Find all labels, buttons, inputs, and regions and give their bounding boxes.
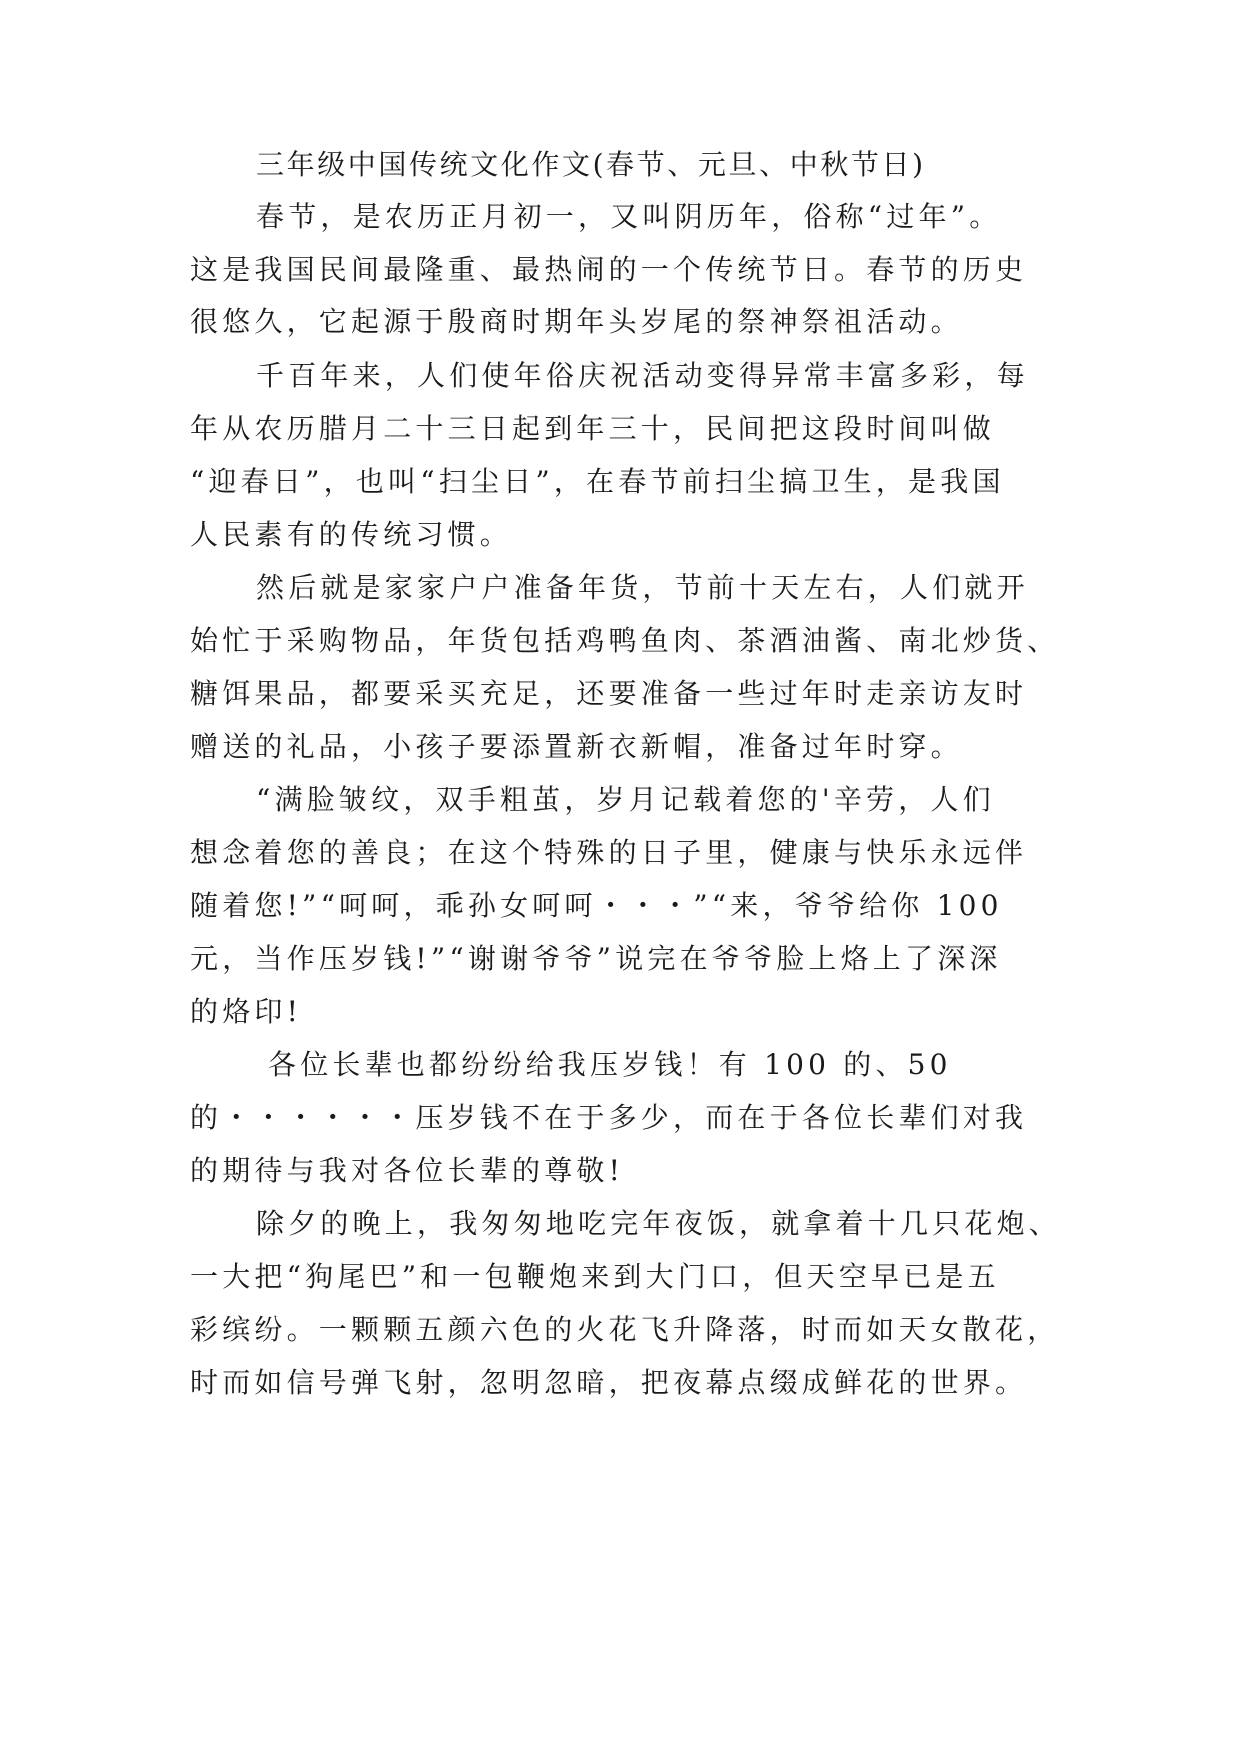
- paragraph-2-line-3: “迎春日”，也叫“扫尘日”，在春节前扫尘搞卫生，是我国: [190, 465, 1005, 498]
- paragraph-4-line-5: 的烙印!: [190, 995, 303, 1028]
- paragraph-5-line-2: 的・・・・・・压岁钱不在于多少，而在于各位长辈们对我: [190, 1101, 1028, 1134]
- paragraph-2-line-1: 千百年来，人们使年俗庆祝活动变得异常丰富多彩，每: [256, 359, 1029, 392]
- paragraph-4-line-3: 随着您!”“呵呵，乖孙女呵呵・・・”“来，爷爷给你 100: [190, 889, 1003, 922]
- document-title: 三年级中国传统文化作文(春节、元旦、中秋节日): [256, 148, 926, 181]
- paragraph-4-line-2: 想念着您的善良；在这个特殊的日子里，健康与快乐永远伴: [190, 836, 1028, 869]
- paragraph-6-line-3: 彩缤纷。一颗颗五颜六色的火花飞升降落，时而如天女散花，: [190, 1313, 1060, 1346]
- paragraph-4-line-4: 元，当作压岁钱!”“谢谢爷爷”说完在爷爷脸上烙上了深深: [190, 942, 1002, 975]
- paragraph-3-line-3: 糖饵果品，都要采买充足，还要准备一些过年时走亲访友时: [190, 677, 1028, 710]
- paragraph-1-line-1: 春节，是农历正月初一，又叫阴历年，俗称“过年”。: [256, 200, 1002, 233]
- paragraph-1-line-2: 这是我国民间最隆重、最热闹的一个传统节日。春节的历史: [190, 253, 1028, 286]
- paragraph-3-line-4: 赠送的礼品，小孩子要添置新衣新帽，准备过年时穿。: [190, 730, 963, 763]
- paragraph-2-line-4: 人民素有的传统习惯。: [190, 518, 513, 551]
- paragraph-6-line-2: 一大把“狗尾巴”和一包鞭炮来到大门口，但天空早已是五: [190, 1260, 1000, 1293]
- paragraph-2-line-2: 年从农历腊月二十三日起到年三十，民间把这段时间叫做: [190, 412, 996, 445]
- paragraph-3-line-1: 然后就是家家户户准备年货，节前十天左右，人们就开: [256, 571, 1029, 604]
- paragraph-6-line-1: 除夕的晚上，我匆匆地吃完年夜饭，就拿着十几只花炮、: [256, 1207, 1062, 1240]
- paragraph-5-line-3: 的期待与我对各位长辈的尊敬!: [190, 1154, 625, 1187]
- paragraph-6-line-4: 时而如信号弹飞射，忽明忽暗，把夜幕点缀成鲜花的世界。: [190, 1366, 1028, 1399]
- paragraph-1-line-3: 很悠久，它起源于殷商时期年头岁尾的祭神祭祖活动。: [190, 305, 963, 338]
- paragraph-4-line-1: “满脸皱纹，双手粗茧，岁月记载着您的'辛劳，人们: [256, 783, 995, 816]
- paragraph-3-line-2: 始忙于采购物品，年货包括鸡鸭鱼肉、茶酒油酱、南北炒货、: [190, 624, 1060, 657]
- paragraph-5-line-1: 各位长辈也都纷纷给我压岁钱！有 100 的、50: [268, 1048, 952, 1081]
